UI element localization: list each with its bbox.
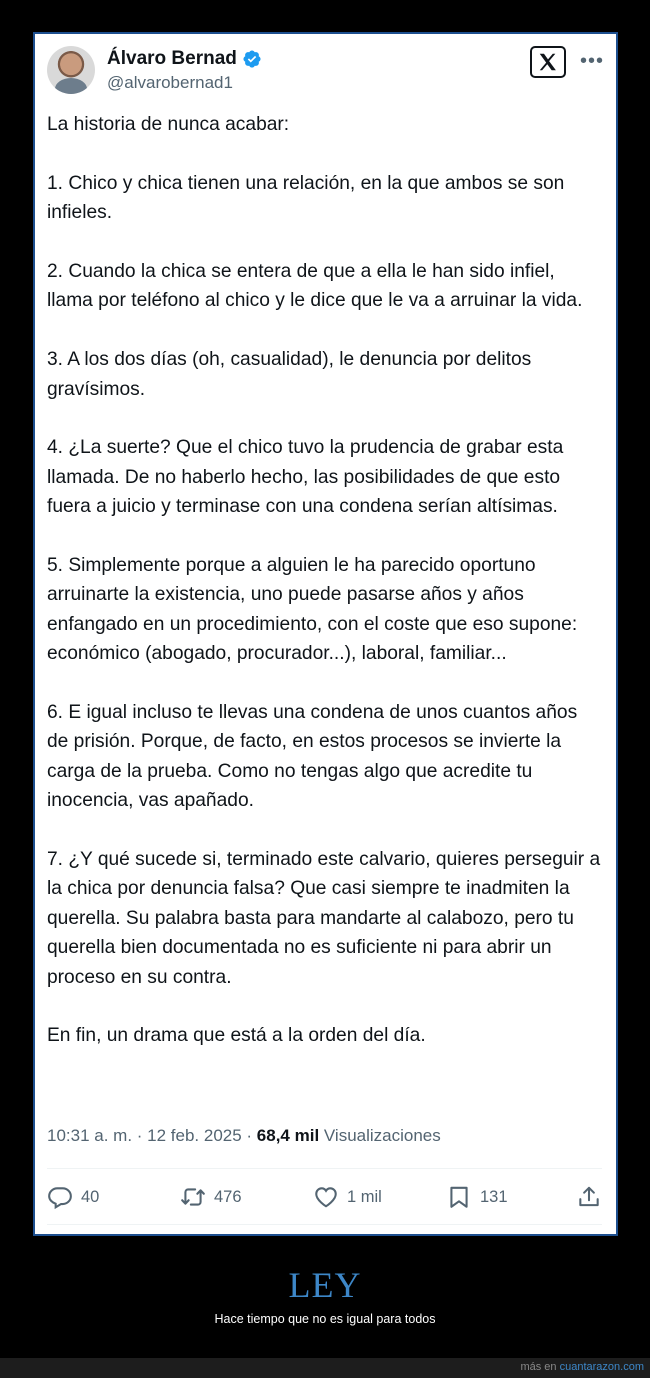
tweet-actions — [47, 1182, 602, 1212]
tweet-paragraph: 4. ¿La suerte? Que el chico tuvo la prudencia de grabar esta llamada. De no haberlo hecho, las posibilidades de que esto fuera a juicio y terminase con una condena serían altísimas. — [47, 437, 564, 518]
footer-text — [520, 1361, 644, 1373]
caption-subtitle: Hace tiempo que no es igual para todos — [214, 1312, 436, 1326]
user-info — [107, 48, 262, 93]
caption — [0, 1264, 650, 1326]
reply-count: 40 — [81, 1187, 100, 1206]
tweet-paragraph: 7. ¿Y qué sucede si, terminado este calvario, quieres perseguir a la chica por denuncia falsa? Que casi siempre te inadmiten la querella. Su palabra basta para mandarte al calabozo, pero tu querella bien documentada no es suficiente ni para abrir un proceso en su contra. — [47, 849, 601, 988]
tweet-paragraph: En fin, un drama que está a la orden del día. — [47, 1025, 426, 1047]
tweet-paragraph: La historia de nunca acabar: — [47, 114, 290, 135]
tweet-frame — [33, 32, 618, 1236]
name-row — [107, 48, 262, 70]
divider — [47, 1224, 602, 1225]
bookmark-count: 131 — [480, 1187, 508, 1206]
divider — [47, 1168, 602, 1169]
caption-title: LEY — [288, 1265, 362, 1305]
like-button[interactable] — [313, 1184, 446, 1210]
tweet-paragraph: 3. A los dos días (oh, casualidad), le denuncia por delitos gravísimos. — [47, 349, 532, 400]
tweet-card — [35, 34, 616, 1234]
author-handle[interactable]: @alvarobernad1 — [107, 73, 233, 92]
bookmark-button[interactable] — [446, 1184, 579, 1210]
author-name[interactable]: Álvaro Bernad — [107, 48, 237, 69]
x-glyph-icon — [537, 51, 559, 73]
share-button[interactable] — [576, 1184, 602, 1215]
tweet-meta — [47, 1126, 441, 1146]
more-options-icon[interactable]: ••• — [579, 50, 604, 72]
like-count: 1 mil — [347, 1187, 382, 1206]
x-logo-icon[interactable] — [530, 46, 566, 78]
heart-icon — [313, 1184, 339, 1210]
tweet-header — [47, 46, 604, 96]
repost-icon — [180, 1184, 206, 1210]
reply-icon — [47, 1184, 73, 1210]
tweet-text — [47, 110, 602, 1051]
tweet-paragraph: 6. E igual incluso te llevas una condena de unos cuantos años de prisión. Porque, de facto, en estos procesos se invierte la carga de la prueba. Como no tengas algo que acredite tu inocencia, vas apañado. — [47, 702, 578, 812]
views-count: 68,4 mil — [256, 1126, 320, 1145]
footer-bar — [0, 1358, 650, 1378]
tweet-paragraph: 2. Cuando la chica se entera de que a ella le han sido infiel, llama por teléfono al chico y le dice que le va a arruinar la vida. — [47, 261, 583, 312]
repost-button[interactable] — [180, 1184, 313, 1210]
avatar[interactable] — [47, 46, 95, 94]
tweet-paragraph: 5. Simplemente porque a alguien le ha parecido oportuno arruinarte la existencia, uno puede pasarse años y años enfangado en un procedimiento, con el coste que eso supone: económico (abogado, procurador...), laboral, familiar... — [47, 555, 578, 665]
bookmark-icon — [446, 1184, 472, 1210]
views-label: Visualizaciones — [319, 1126, 441, 1145]
tweet-timestamp[interactable]: 10:31 a. m. · 12 feb. 2025 · — [47, 1126, 257, 1145]
repost-count: 476 — [214, 1187, 242, 1206]
share-icon — [576, 1184, 602, 1210]
reply-button[interactable] — [47, 1184, 180, 1210]
footer-prefix: más en — [520, 1361, 560, 1373]
verified-badge-icon — [242, 49, 262, 69]
tweet-paragraph: 1. Chico y chica tienen una relación, en la que ambos se son infieles. — [47, 172, 565, 224]
footer-site-link[interactable]: cuantarazon.com — [559, 1361, 644, 1373]
